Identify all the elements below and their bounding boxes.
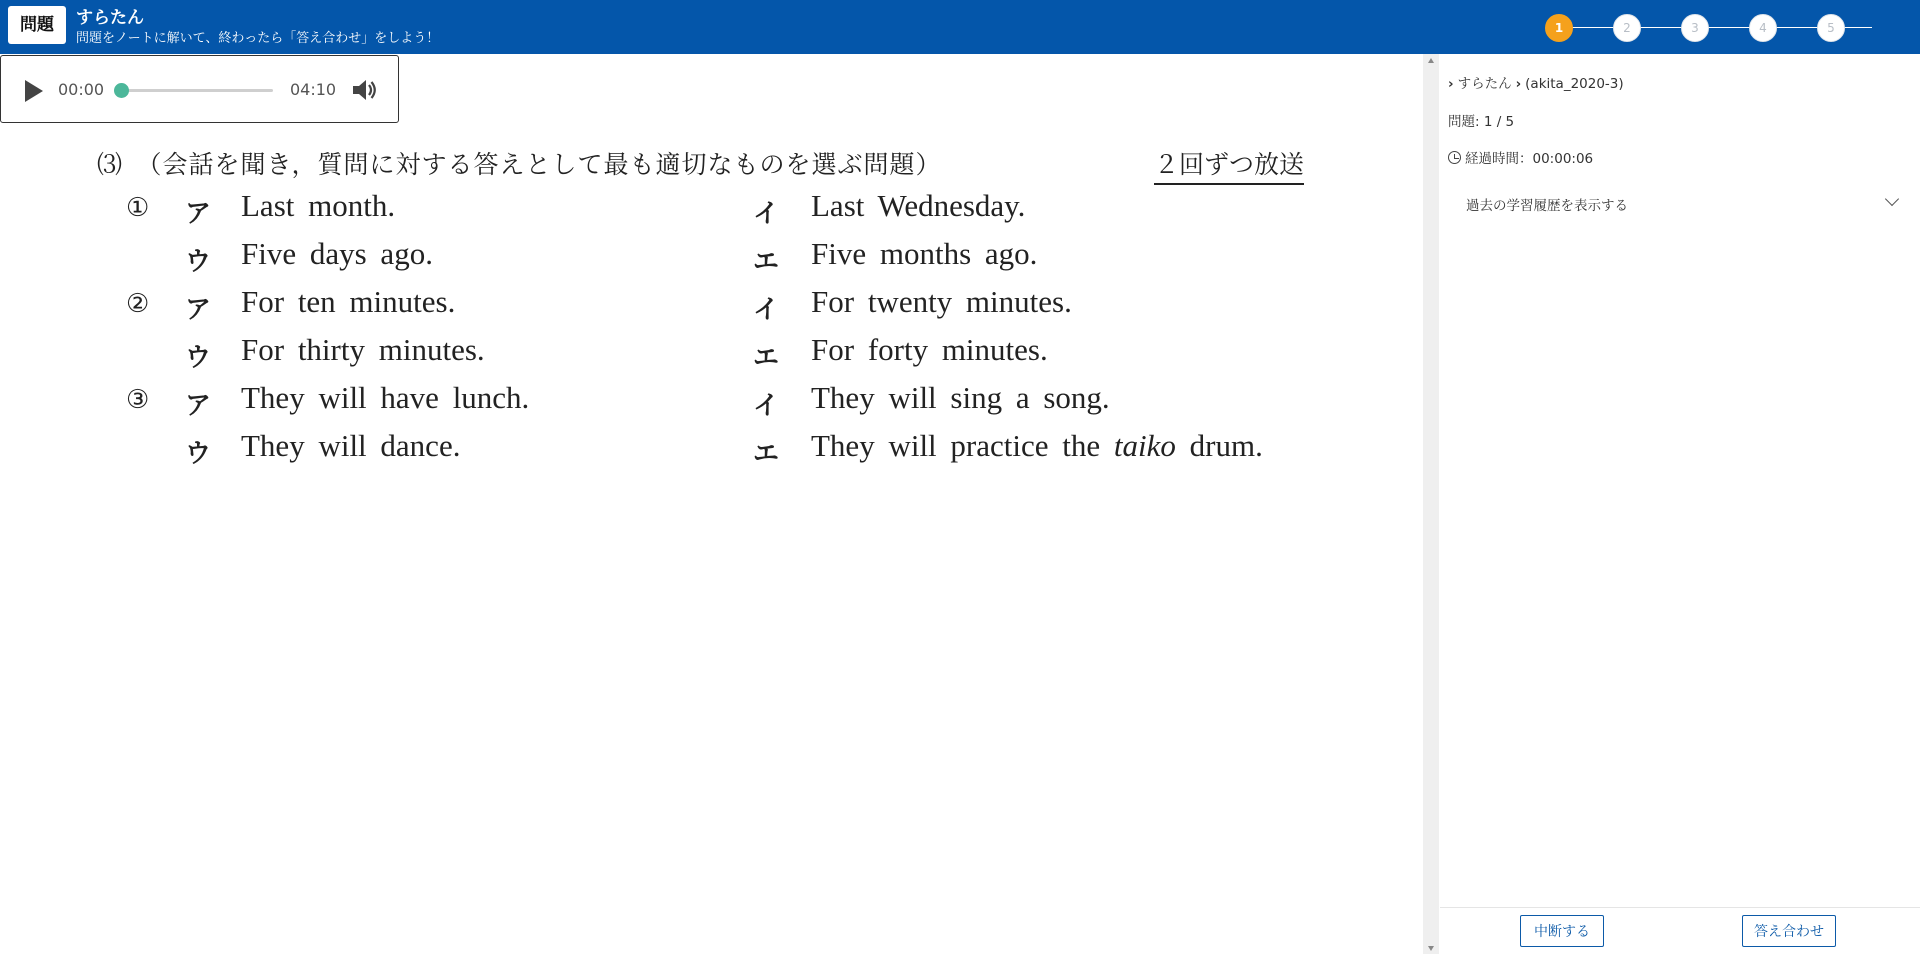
item-number: ② xyxy=(126,289,150,319)
current-time: 00:00 xyxy=(58,80,105,99)
option-letter: エ xyxy=(753,439,780,469)
option-text xyxy=(811,428,1263,464)
step-2[interactable]: 2 xyxy=(1613,14,1641,42)
option-letter: ア xyxy=(185,199,212,229)
option-text: For thirty minutes. xyxy=(241,332,485,367)
step-5[interactable]: 5 xyxy=(1817,14,1845,42)
instruction-subtitle: 問題をノートに解いて、終わったら「答え合わせ」をしよう！ xyxy=(76,31,440,46)
scrollbar[interactable] xyxy=(1423,54,1439,954)
option-letter: ア xyxy=(185,295,212,325)
breadcrumb xyxy=(1448,72,1624,92)
option-letter: ア xyxy=(185,391,212,421)
option-letter: イ xyxy=(753,391,780,421)
option-letter: エ xyxy=(753,343,780,373)
option-text: They will sing a song. xyxy=(811,380,1110,415)
volume-icon[interactable] xyxy=(350,76,378,104)
broadcast-note: ２回ずつ放送 xyxy=(1154,145,1304,185)
option-letter: ウ xyxy=(185,247,212,277)
total-time: 04:10 xyxy=(290,80,337,99)
step-3[interactable]: 3 xyxy=(1681,14,1709,42)
option-text: For ten minutes. xyxy=(241,284,456,319)
top-header xyxy=(0,0,1920,54)
option-text: Five days ago. xyxy=(241,236,433,271)
app-title: すらたん xyxy=(76,8,144,28)
chevron-down-icon[interactable] xyxy=(1885,192,1899,206)
item-number: ① xyxy=(126,193,150,223)
option-letter: エ xyxy=(753,247,780,277)
clock-icon xyxy=(1448,151,1461,164)
chevron-right-icon: › xyxy=(1448,76,1454,92)
chevron-right-icon: › xyxy=(1515,76,1522,92)
option-text: Five months ago. xyxy=(811,236,1038,271)
question-heading: ⑶ （会話を聞き，質問に対する答えとして最も適切なものを選ぶ問題） xyxy=(97,150,942,179)
elapsed-time-text: 経過時間：00:00:06 xyxy=(1465,151,1594,167)
option-text: They will have lunch. xyxy=(241,380,530,415)
breadcrumb-item[interactable]: すらたん xyxy=(1457,76,1512,92)
step-4[interactable]: 4 xyxy=(1749,14,1777,42)
scroll-down-arrow-icon[interactable] xyxy=(1428,946,1434,951)
check-answers-button[interactable]: 答え合わせ xyxy=(1742,915,1836,947)
option-letter: イ xyxy=(753,199,780,229)
option-text: Last month. xyxy=(241,188,396,223)
question-sheet xyxy=(0,130,1420,490)
option-letter: ウ xyxy=(185,439,212,469)
scroll-up-arrow-icon[interactable] xyxy=(1428,58,1434,63)
seek-bar[interactable] xyxy=(121,89,273,92)
option-text-end: drum. xyxy=(1175,428,1263,463)
mode-badge: 問題 xyxy=(8,6,66,44)
elapsed-time xyxy=(1448,147,1593,167)
question-stepper xyxy=(0,0,1920,54)
breadcrumb-item[interactable]: (akita_2020-3) xyxy=(1525,76,1624,92)
option-letter: ウ xyxy=(185,343,212,373)
option-text-start: They will practice the xyxy=(811,428,1114,463)
side-panel xyxy=(1440,54,1920,954)
step-1[interactable]: 1 xyxy=(1545,14,1573,42)
play-icon[interactable] xyxy=(25,80,43,102)
audio-player xyxy=(0,55,399,123)
seek-thumb[interactable] xyxy=(114,83,129,98)
footer-divider xyxy=(1440,907,1920,908)
option-text-italic: taiko xyxy=(1113,428,1176,463)
history-toggle[interactable]: 過去の学習履歴を表示する xyxy=(1466,198,1628,214)
option-text: Last Wednesday. xyxy=(811,188,1026,223)
item-number: ③ xyxy=(126,385,150,415)
option-text: They will dance. xyxy=(241,428,461,463)
question-count: 問題: 1 / 5 xyxy=(1448,114,1515,130)
option-text: For twenty minutes. xyxy=(811,284,1072,319)
pause-button[interactable]: 中断する xyxy=(1520,915,1604,947)
option-letter: イ xyxy=(753,295,780,325)
option-text: For forty minutes. xyxy=(811,332,1048,367)
